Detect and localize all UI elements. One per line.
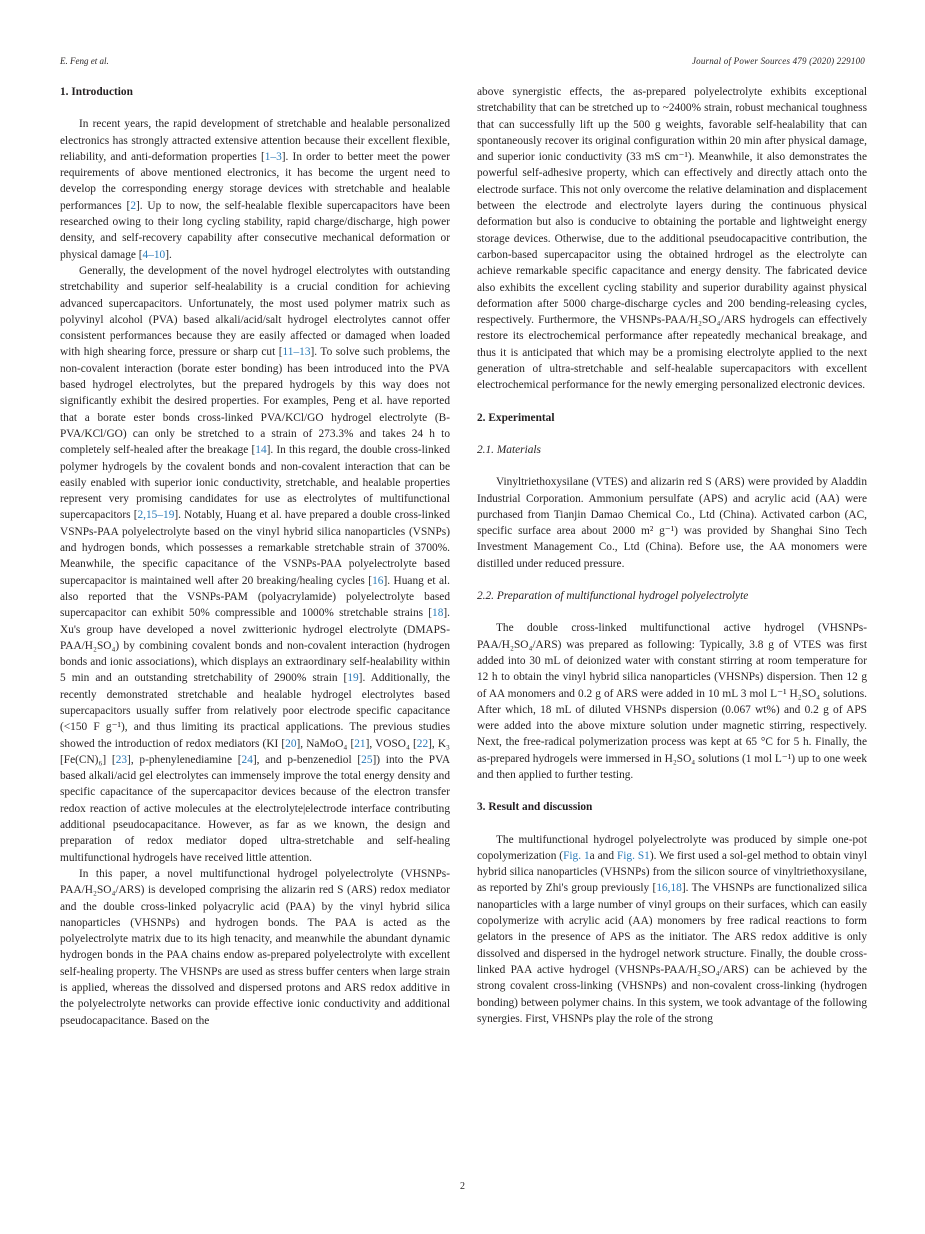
citation-link[interactable]: 16 (372, 574, 384, 587)
citation-link[interactable]: 18 (432, 607, 444, 620)
subsection-heading-preparation: 2.2. Preparation of multifunctional hydrogel polyelectrolyte (477, 590, 749, 603)
citation-link[interactable]: 14 (255, 444, 267, 457)
citation-link[interactable]: 22 (416, 737, 429, 750)
citation-link[interactable]: 4–10 (142, 248, 166, 261)
section-heading-introduction: 1. Introduction (60, 86, 133, 98)
intro-paragraph-1: In recent years, the rapid development of stretchable and healable personalized electronics has strongly attracted extensive attention because their excellent flexible, reliability, and anti-deformation properties [1–3]. In order to better meet the power requirements of above mentioned electronics, it has become the urgent need to develop the corresponding energy storage devices with stretchable and healable performances [2]. Up to now, the self-healable flexible supercapacitors have been researched owing to their long cycling stability, rapid charge/discharge, high power density, and self-recovery capability after consecutive mechanical deformation or physical damage [4–10]. (60, 118, 450, 261)
subsection-heading-materials: 2.1. Materials (477, 443, 541, 456)
preparation-paragraph: The double cross-linked multifunctional active hydrogel (VHSNPs-PAA/H₂SO₄/ARS) was prepared as following: Typically, 3.8 g of VTES was first added into 30 mL of deionized water with constant stirring at room temperature for 12 h to obtain the vinyl hybrid silica nanoparticles (VHSNPs) dispersion. Then 12 g of AA monomers and 0.2 g of ARS were added in 10 mL 3 mol L⁻¹ H₂SO₄ solutions. After which, 18 mL of diluted VHSNPs dispersion (0.067 wt%) and 0.2 g of APS were added into the above mixture solution under magnetic stirring, respectively. Next, the free-radical polymerization process was kept at 65 °C for 5 h. Finally, the as-prepared hydrogels were immersed in H₂SO₄ solutions (1 mol L⁻¹) up to one week and then applied to further testing. (477, 622, 867, 781)
citation-link[interactable]: 21 (354, 737, 366, 750)
citation-link[interactable]: 25 (361, 753, 373, 766)
citation-link[interactable]: 24 (241, 753, 253, 766)
figure-link[interactable]: Fig. S1 (616, 849, 650, 862)
citation-link[interactable]: 19 (347, 672, 359, 685)
citation-link[interactable]: 2,15–19 (137, 509, 175, 522)
results-paragraph-1: The multifunctional hydrogel polyelectrolyte was produced by simple one-pot copolymerization (Fig. 1a and Fig. S1). We first used a sol-gel method to obtain vinyl hybrid silica nanoparticles (VHSNPs) from the silicon source of vinyltriethoxysilane, as reported by Zhi's group previously [16,18]. The VHSNPs are functionalized silica nanoparticles with a large number of vinyl groups on their surfaces, which can easily copolymerize with acrylic acid (AA) monomers by free radical reactions to form gelators in the presence of APS as the initiator. The ARS redox additive is only dissolved and dispersed in the hydrogel network structure. Finally, the double cross-linked PAA active hydrogel (VHSNPs-PAA/H₂SO₄/ARS) can be achieved by the strong covalent cross-linking (VHSNPs) and non-covalent cross-linking (hydrogen bonding) between polymer chains. In this system, we took advantage of the following synergies. First, VHSNPs play the role of the strong (477, 833, 867, 1025)
intro-paragraph-3: In this paper, a novel multifunctional hydrogel polyelectrolyte (VHSNPs-PAA/H₂SO₄/ARS) is developed comprising the alizarin red S (ARS) redox mediator and the double cross-linked polyacrylic acid (PAA) by the vinyl hybrid silica nanoparticles (VHSNPs) and hydrogen bonds. The PAA is acted as the polyelectrolyte matrix due to its high tenacity, and meanwhile the abundant dynamic hydrogen bonds in the PAA chains endow as-prepared polyelectrolyte with excellent self-healing property. The VHSNPs are used as stress buffer centers when large strain is applied, whereas the dissolved and dispersed protons and ARS redox additive in the polyelectrolyte networks can provide effective ionic conductivity and additional pseudocapacitance. Based on the (60, 867, 450, 1027)
left-column (60, 84, 450, 1029)
citation-link[interactable]: 16,18 (656, 882, 682, 895)
citation-link[interactable]: 23 (115, 753, 128, 766)
running-head-authors: E. Feng et al. (60, 56, 109, 66)
citation-link[interactable]: 1–3 (264, 150, 282, 163)
materials-paragraph: Vinyltriethoxysilane (VTES) and alizarin red S (ARS) were provided by Aladdin Industrial Corporation. Ammonium persulfate (APS) and acrylic acid (AA) were purchased from Tianjin Damao Chemical Co., Ltd (China). Activated carbon (AC, specific surface area about 2000 m² g⁻¹) was provided by Shanghai Sino Tech Investment Management Co., Ltd (China). Before use, the AA monomers were distilled under reduced pressure. (477, 476, 867, 570)
figure-link[interactable]: Fig. 1 (563, 849, 590, 862)
citation-link[interactable]: 11–13 (282, 346, 311, 359)
section-heading-results: 3. Result and discussion (477, 801, 593, 814)
page-number: 2 (460, 1181, 465, 1192)
intro-paragraph-2: Generally, the development of the novel hydrogel electrolytes with outstanding stretchability and superior self-healability is a crucial condition for achieving advanced supercapacitors. Unfortunately, the most used polymer matrix such as polyvinyl alcohol (PVA) based alkali/acid/salt hydrogel electrolytes cannot offer consistent performances because they are easily affected or damaged when loaded with high shearing force, pressure or sharp cut [11–13]. To solve such problems, the non-covalent interaction (borate ester bonding) has been introduced into the PVA based hydrogel electrolytes, but the prepared hydrogels by this way does not significantly exhibit the desired properties. For examples, Peng et al. have reported that a borate ester bonds cross-linked PVA/KCl/GO hydrogel electrolyte (B-PVA/KCl/GO) can only be stretched to a strain of 273.3% and takes 24 h to completely self-healed after the breakage [14]. In this regard, the double cross-linked polymer hydrogels by the covalent bonds and non-covalent interaction that can be easily enabled with superior ionic conductivity, stretchable, and healable properties represent very promising candidates for use as electrolytes of multifunctional supercapacitors [2,15–19]. Notably, Huang et al. have prepared a double cross-linked VSNPs-PAA polyelectrolyte based on the vinyl hybrid silica nanoparticles (VSNPs) and hydrogen bonds, which possesses a remarkable stretchable strain of 3700%. Meanwhile, the specific capacitance of the VSNPs-PAA polyelectrolyte based supercapacitor is maintained well after 20 breaking/healing cycles [16]. Huang et al. also reported that the VSNPs-PAM (polyacrylamide) polyelectrolyte based supercapacitor can exhibit 50% compressible and 1000% stretchable strains [18]. Xu's group have developed a novel zwitterionic hydrogel electrolyte (DMAPS-PAA/H₂SO₄) by combining covalent bonds and non-covalent interaction (hydrogen bonds and ionic associations), which displays an extraordinary self-healability within 5 min and an outstanding stretchability of 2900% strain [19]. Additionally, the recently demonstrated stretchable and healable hydrogel electrolytes based supercapacitors usually suffer from relatively poor electrode specific capacitance (<150 F g⁻¹), and thus limiting its practical applications. The previous studies showed the introduction of redox mediators (KI [20], NaMoO₄ [21], VOSO₄ [22], K₃ [Fe(CN)₆] [23], p-phenylenediamine [24], and p-benzenediol [25]) into the PVA based alkali/acid gel electrolytes can immensely improve the total energy density and specific capacitance of the supercapacitor devices because of the electron transfer redox reaction of active molecules at the electrolyte|electrode interface contributing additional pseudocapacitance. However, as far as we known, the design and preparation of redox mediator doped ultra-stretchable and self-healing multifunctional hydrogels have received little attention. (60, 264, 451, 864)
intro-paragraph-3-continued: above synergistic effects, the as-prepared polyelectrolyte exhibits exceptional stretchability that can be stretched up to ~2400% strain, robust mechanical toughness that can successfully lift up the 500 g weights, favorable self-healability that can spontaneously recover its original configuration within 20 min after physical damage, and superior ionic conductivity (33 mS cm⁻¹). Meanwhile, it also demonstrates the powerful self-adhesive property, which can effectively and directly attach onto the electrode surface. This not only overcome the relative delamination and displacement between the electrode and electrolyte layers during the continuous physical deformation but also is conducive to obtaining the portable and lightweight energy storage devices. Otherwise, due to the additional pseudocapacitive contribution, the carbon-based supercapacitor using the obtained hrdrogel as the electrolyte can achieve remarkable specific capacitance and energy density. The fabricated device also exhibits the excellent cycling stability and superior durability against physical deformation after 5000 charge-discharge cycles and 200 bending-releasing cycles, respectively. Furthermore, the VHSNPs-PAA/H₂SO₄/ARS hydrogels can effectively restore its electrochemical performance after repeatedly mechanical breakage, and thus it is anticipated that which may be a promising electrolyte applied to the next generation of ultra-stretchable and self-healable supercapacitors with excellent electrochemical performance for the newly emerging personalized electronic devices. (477, 86, 867, 392)
section-heading-experimental: 2. Experimental (477, 411, 555, 424)
citation-link[interactable]: 20 (285, 737, 297, 750)
running-head-journal: Journal of Power Sources 479 (2020) 229100 (691, 56, 865, 66)
right-column (477, 84, 867, 1027)
citation-link[interactable]: 2 (130, 199, 136, 212)
